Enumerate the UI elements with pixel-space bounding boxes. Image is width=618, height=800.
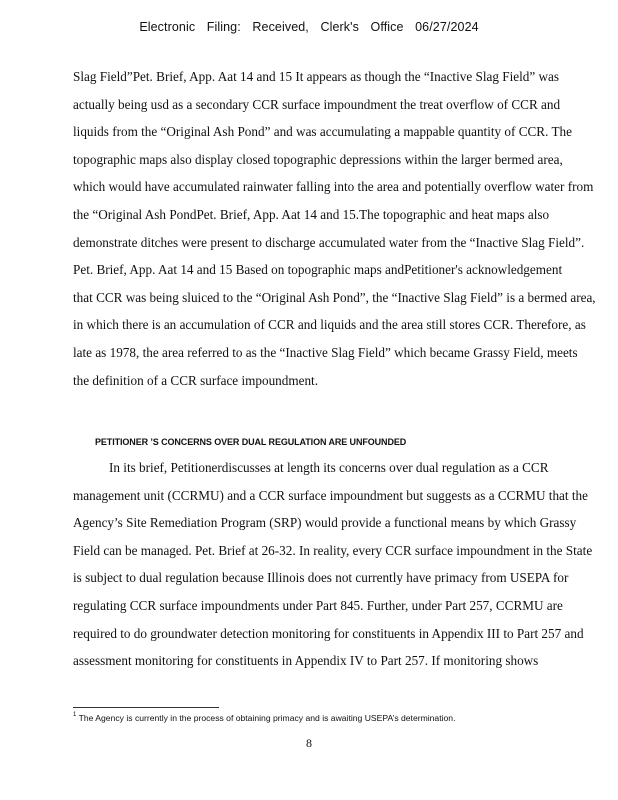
text-line: is subject to dual regulation because Illinois does not currently have primacy from USEPA for xyxy=(73,570,569,586)
text-line: management unit (CCRMU) and a CCR surface impoundment but suggests as a CCRMU that the xyxy=(73,487,588,503)
text-line: topographic maps also display closed topographic depressions within the larger bermed area, xyxy=(73,151,563,167)
text-line: Agency’s Site Remediation Program (SRP) would provide a functional means by which Grassy xyxy=(73,515,577,531)
section-heading: PETITIONER ’S CONCERNS OVER DUAL REGULATION ARE UNFOUNDED xyxy=(95,437,407,447)
text-line: the “Original Ash PondPet. Brief, App. Aat 14 and 15.The topographic and heat maps also xyxy=(73,206,550,222)
text-line: in which there is an accumulation of CCR and liquids and the area still stores CCR. Therefore, as xyxy=(73,317,586,333)
text-line: that CCR was being sluiced to the “Original Ash Pond”, the “Inactive Slag Field” is a bermed area, xyxy=(73,289,596,305)
text-line: Field can be managed. Pet. Brief at 26-32. In reality, every CCR surface impoundment in the State xyxy=(73,542,593,558)
page-number: 8 xyxy=(306,736,312,750)
paragraph-grassy-field xyxy=(73,68,609,399)
text-line: assessment monitoring for constituents in Appendix IV to Part 257. If monitoring shows xyxy=(73,653,539,669)
text-line: Slag Field”Pet. Brief, App. Aat 14 and 15 It appears as though the “Inactive Slag Field” was xyxy=(73,69,559,84)
footnote-marker: 1 xyxy=(73,712,77,718)
text-line: the definition of a CCR surface impoundment. xyxy=(73,372,319,388)
text-line: Pet. Brief, App. Aat 14 and 15 Based on topographic maps andPetitioner's acknowledgement xyxy=(73,262,563,278)
footnote xyxy=(73,713,609,723)
text-line: required to do groundwater detection monitoring for constituents in Appendix III to Part 257 and xyxy=(73,625,584,641)
footnote-text: The Agency is currently in the process of obtaining primacy and is awaiting USEPA’s determination. xyxy=(78,713,456,723)
text-line: which would have accumulated rainwater falling into the area and potentially overflow water from xyxy=(73,179,594,195)
text-line: actually being usd as a secondary CCR surface impoundment the treat overflow of CCR and xyxy=(73,96,561,112)
text-line: demonstrate ditches were present to discharge accumulated water from the “Inactive Slag Field”. xyxy=(73,234,585,250)
footnote-divider xyxy=(73,707,219,708)
text-line: liquids from the “Original Ash Pond” and was accumulating a mappable quantity of CCR. The xyxy=(73,124,572,140)
text-line: late as 1978, the area referred to as the “Inactive Slag Field” which became Grassy Field, meets xyxy=(73,344,578,360)
filing-stamp-header: Electronic Filing: Received, Clerk's Office 06/27/2024 xyxy=(139,20,479,34)
text-line: In its brief, Petitionerdiscusses at length its concerns over dual regulation as a CCR xyxy=(109,460,549,475)
text-line: regulating CCR surface impoundments under Part 845. Further, under Part 257, CCRMU are xyxy=(73,597,563,613)
paragraph-dual-regulation xyxy=(73,459,609,680)
